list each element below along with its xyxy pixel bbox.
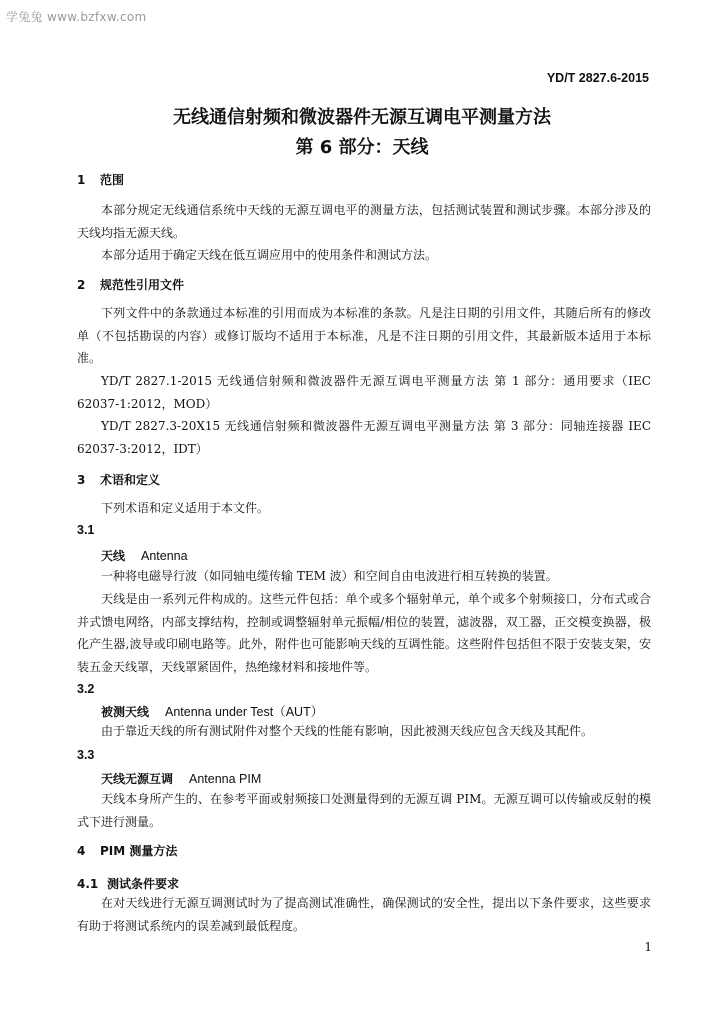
- term-3-1-number: 3.1: [77, 523, 95, 537]
- term-cn: 天线无源互调: [101, 772, 174, 786]
- term-3-2-name: [101, 702, 323, 720]
- term-3-1-note: 天线是由一系列元件构成的。这些元件包括：单个或多个辐射单元，单个或多个射频接口，分布式或合并式馈电网络，内部支撑结构，控制或调整辐射单元振幅/相位的装置，滤波器，双工器，正交模变换器，极化产生器,波导或印刷电路等。此外，附件也可能影响天线的互调性能。这些附件包括但不限于安装支架，安装五金天线罩，天线罩紧固件，热绝缘材料和接地件等。: [77, 592, 651, 674]
- section-title: 术语和定义: [100, 473, 161, 487]
- page-number: 1: [644, 940, 652, 954]
- section-number: 1: [77, 173, 86, 187]
- watermark: 学兔兔 www.bzfxw.com: [6, 10, 147, 24]
- document-code: YD/T 2827.6-2015: [546, 71, 649, 85]
- section-title: 规范性引用文件: [100, 278, 185, 292]
- term-3-1-definition: 一种将电磁导行波（如同轴电缆传输 TEM 波）和空间自由电波进行相互转换的装置。: [101, 569, 558, 583]
- section-4-heading: [77, 842, 177, 859]
- term-en: Antenna under Test（AUT）: [165, 705, 324, 719]
- section-3-heading: [77, 471, 160, 488]
- reference-1: YD/T 2827.1-2015 无线通信射频和微波器件无源互调电平测量方法 第 1 部分：通用要求（IEC 62037-1:2012，MOD）: [77, 374, 651, 411]
- term-3-3-number: 3.3: [77, 748, 95, 762]
- section-1-heading: [77, 171, 124, 188]
- section-title: 范围: [100, 173, 125, 187]
- term-3-3-name: [101, 770, 261, 787]
- subsection-number: 4.1: [77, 877, 99, 891]
- term-cn: 被测天线: [101, 705, 150, 719]
- section-number: 2: [77, 278, 86, 292]
- reference-2: YD/T 2827.3-20X15 无线通信射频和微波器件无源互调电平测量方法 第 3 部分：同轴连接器 IEC 62037-3:2012，IDT）: [77, 419, 651, 456]
- section-2-paragraph-1: 下列文件中的条款通过本标准的引用而成为本标准的条款。凡是注日期的引用文件，其随后所有的修改单（不包括勘误的内容）或修订版均不适用于本标准，凡是不注日期的引用文件，其最新版本适用于本标准。: [77, 306, 651, 365]
- term-3-2-number: 3.2: [77, 682, 95, 696]
- section-number: 3: [77, 473, 86, 487]
- term-en: Antenna: [141, 549, 188, 563]
- section-3-paragraph-1: 下列术语和定义适用于本文件。: [101, 501, 270, 515]
- term-en: Antenna PIM: [189, 772, 262, 786]
- document-subtitle: 第 6 部分：天线: [295, 137, 429, 158]
- section-number: 4: [77, 844, 86, 858]
- document-title: 无线通信射频和微波器件无源互调电平测量方法: [173, 107, 551, 128]
- subsection-4-1-paragraph: 在对天线进行无源互调测试时为了提高测试准确性，确保测试的安全性，提出以下条件要求，这些要求有助于将测试系统内的误差减到最低程度。: [77, 896, 651, 933]
- section-title: PIM 测量方法: [100, 844, 178, 858]
- term-3-3-definition: 天线本身所产生的、在参考平面或射频接口处测量得到的无源互调 PIM。无源互调可以传输或反射的模式下进行测量。: [77, 792, 651, 829]
- section-1-paragraph-2: 本部分适用于确定天线在低互调应用中的使用条件和测试方法。: [101, 248, 438, 262]
- term-3-1-name: [101, 547, 188, 564]
- subsection-title: 测试条件要求: [107, 877, 180, 891]
- term-3-2-definition: 由于靠近天线的所有测试附件对整个天线的性能有影响，因此被测天线应包含天线及其配件。: [101, 724, 594, 738]
- term-cn: 天线: [101, 549, 126, 563]
- section-1-paragraph-1: 本部分规定无线通信系统中天线的无源互调电平的测量方法，包括测试装置和测试步骤。本部分涉及的天线均指无源天线。: [77, 203, 651, 240]
- section-2-heading: [77, 276, 184, 293]
- subsection-4-1-heading: [77, 875, 179, 892]
